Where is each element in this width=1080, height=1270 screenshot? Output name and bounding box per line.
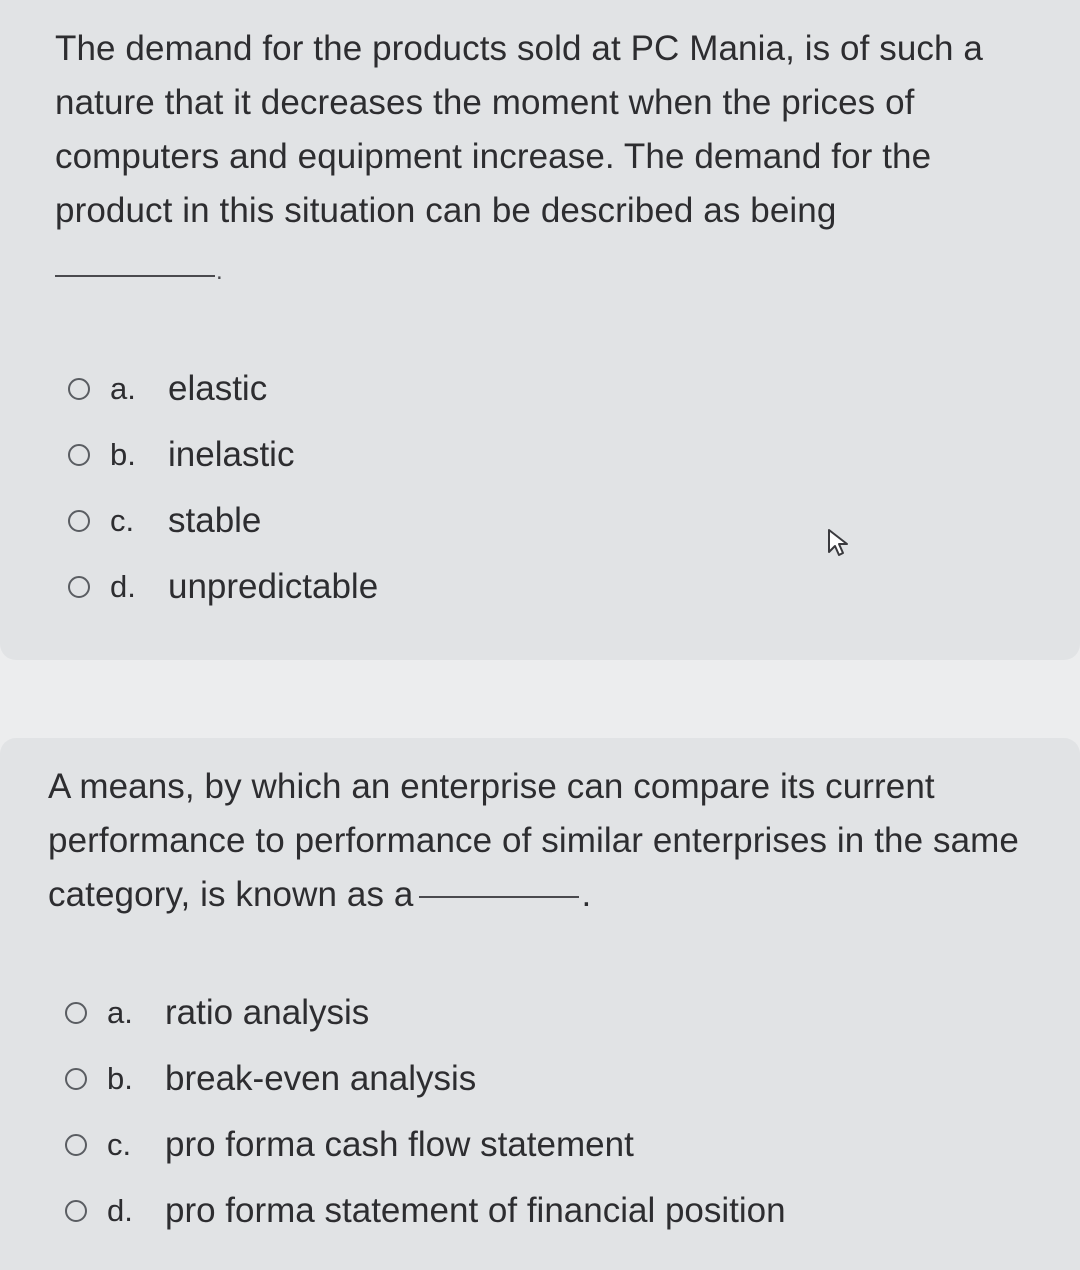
question-2-text bbox=[48, 760, 1038, 922]
radio-icon[interactable] bbox=[65, 1134, 87, 1156]
option-label: pro forma cash flow statement bbox=[165, 1125, 634, 1164]
option-label: break-even analysis bbox=[165, 1059, 477, 1098]
radio-icon[interactable] bbox=[68, 510, 90, 532]
option-label: pro forma statement of financial position bbox=[165, 1191, 786, 1230]
question-2-answer-blank bbox=[419, 896, 579, 898]
question-1-option-b[interactable] bbox=[68, 422, 378, 488]
question-1-option-d[interactable] bbox=[68, 554, 378, 620]
radio-icon[interactable] bbox=[68, 444, 90, 466]
question-1-option-a[interactable] bbox=[68, 356, 378, 422]
option-letter: a. bbox=[107, 995, 133, 1030]
radio-icon[interactable] bbox=[65, 1068, 87, 1090]
option-letter: a. bbox=[110, 371, 136, 406]
question-2-option-b[interactable] bbox=[65, 1046, 786, 1112]
mouse-pointer-icon bbox=[826, 528, 852, 558]
option-label: stable bbox=[168, 501, 262, 540]
option-label: inelastic bbox=[168, 435, 295, 474]
option-label: elastic bbox=[168, 369, 268, 408]
question-1-blank-period: . bbox=[216, 258, 223, 285]
question-1-option-c[interactable] bbox=[68, 488, 378, 554]
question-2-blank-period: . bbox=[581, 875, 592, 914]
option-label: unpredictable bbox=[168, 567, 379, 606]
question-card-2 bbox=[0, 738, 1080, 1270]
option-letter: c. bbox=[110, 503, 135, 538]
question-2-option-d[interactable] bbox=[65, 1178, 786, 1244]
option-letter: b. bbox=[107, 1061, 133, 1096]
question-2-option-c[interactable] bbox=[65, 1112, 786, 1178]
option-letter: d. bbox=[110, 569, 136, 604]
question-2-option-a[interactable] bbox=[65, 980, 786, 1046]
question-1-answer-blank bbox=[55, 275, 215, 277]
option-label: ratio analysis bbox=[165, 993, 370, 1032]
radio-icon[interactable] bbox=[65, 1002, 87, 1024]
question-2-options bbox=[65, 980, 786, 1244]
question-1-text bbox=[55, 22, 1045, 238]
option-letter: d. bbox=[107, 1193, 133, 1228]
option-letter: b. bbox=[110, 437, 136, 472]
question-2-prompt: A means, by which an enterprise can compare its current performance to performance of similar enterprises in the same category, is known as a bbox=[48, 767, 1019, 914]
question-1-options bbox=[68, 356, 378, 620]
question-1-prompt: The demand for the products sold at PC Mania, is of such a nature that it decreases the moment when the prices of computers and equipment increase. The demand for the product in this situation can be described as being bbox=[55, 29, 983, 230]
radio-icon[interactable] bbox=[68, 576, 90, 598]
radio-icon[interactable] bbox=[68, 378, 90, 400]
radio-icon[interactable] bbox=[65, 1200, 87, 1222]
option-letter: c. bbox=[107, 1127, 132, 1162]
